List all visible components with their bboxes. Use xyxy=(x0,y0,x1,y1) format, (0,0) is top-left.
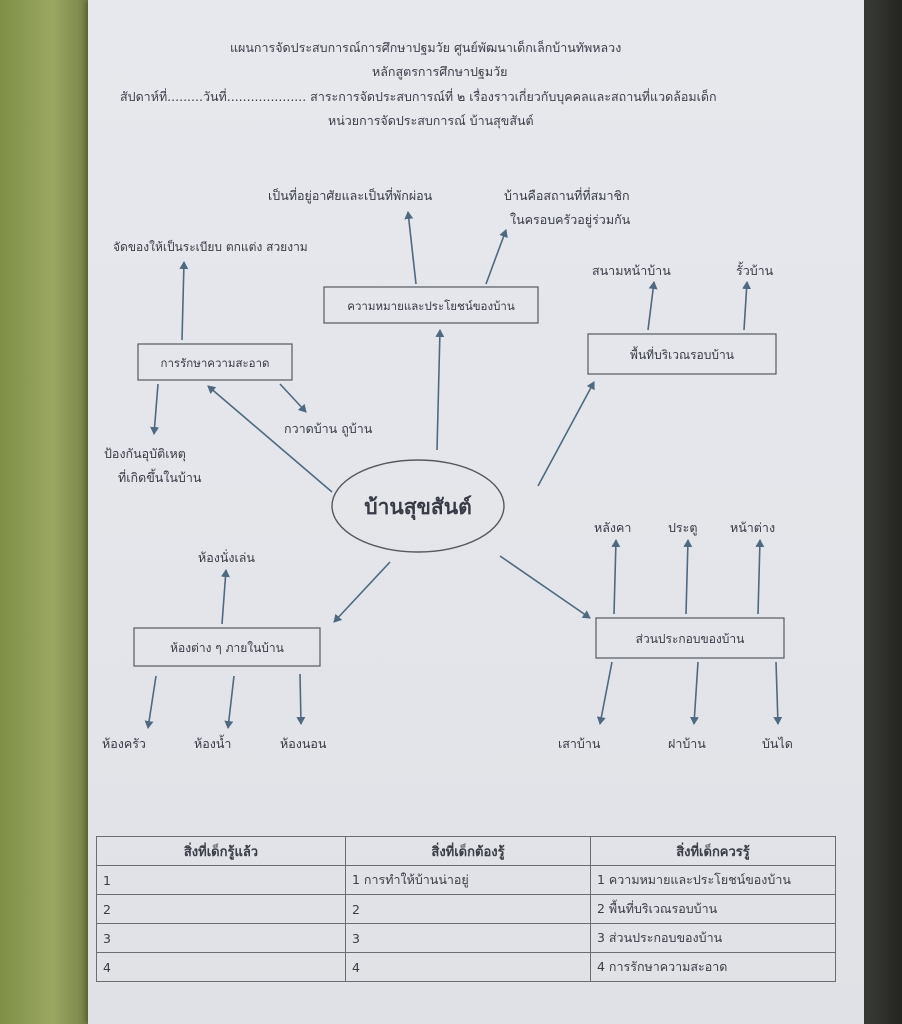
arrow-rooms-leaf-1 xyxy=(148,676,156,728)
table-cell: 4 xyxy=(97,953,346,982)
arrow-cleaning-bottom xyxy=(154,384,158,434)
arrow-meaning-leaf-2 xyxy=(486,230,506,284)
table-row xyxy=(97,924,836,953)
parts-top-3: หน้าต่าง xyxy=(730,520,776,535)
meaning-leaf-1: เป็นที่อยู่อาศัยและเป็นที่พักผ่อน xyxy=(268,188,433,203)
rooms-leaf-3: ห้องนอน xyxy=(280,736,327,751)
table-cell: 3 xyxy=(346,924,591,953)
arrow-rooms-leaf-2 xyxy=(228,676,234,728)
col-header-should-know: สิ่งที่เด็กควรรู้ xyxy=(591,837,836,866)
col-header-known: สิ่งที่เด็กรู้แล้ว xyxy=(97,837,346,866)
table-cell: 1 การทำให้บ้านน่าอยู่ xyxy=(346,866,591,895)
rooms-box-label: ห้องต่าง ๆ ภายในบ้าน xyxy=(170,641,284,655)
table-cell: 3 xyxy=(97,924,346,953)
rooms-leaf-2: ห้องน้ำ xyxy=(194,736,232,751)
table-cell: 1 ความหมายและประโยชน์ของบ้าน xyxy=(591,866,836,895)
table-cell: 4 การรักษาความสะอาด xyxy=(591,953,836,982)
table-header-row xyxy=(97,837,836,866)
arrow-parts-top-3 xyxy=(758,540,760,614)
rooms-leaf-top: ห้องนั่งเล่น xyxy=(198,550,255,565)
arrow-parts-bottom-1 xyxy=(600,662,612,724)
header-unit: หน่วยการจัดประสบการณ์ บ้านสุขสันต์ xyxy=(328,113,534,128)
header-week-topic: สัปดาห์ที่.........วันที่.................... สาระการจัดประสบการณ์ที่ ๒ เรื่องราวเกี่ยวกับบุคคลและสถานที่แวดล้อมเด็ก xyxy=(120,89,717,104)
arrow-center-to-area xyxy=(538,382,594,486)
cleaning-leaf-bottom-line1: ป้องกันอุบัติเหตุ xyxy=(104,446,186,461)
area-leaf-1: สนามหน้าบ้าน xyxy=(592,263,671,278)
arrow-center-to-cleaning xyxy=(208,386,332,492)
table-cell: 2 พื้นที่บริเวณรอบบ้าน xyxy=(591,895,836,924)
arrow-parts-bottom-3 xyxy=(776,662,778,724)
col-header-must-know: สิ่งที่เด็กต้องรู้ xyxy=(346,837,591,866)
center-label: บ้านสุขสันต์ xyxy=(364,495,472,519)
meaning-box-label: ความหมายและประโยชน์ของบ้าน xyxy=(347,299,515,313)
parts-top-1: หลังคา xyxy=(594,520,632,535)
table-cell: 1 xyxy=(97,866,346,895)
cleaning-leaf-right: กวาดบ้าน ถูบ้าน xyxy=(284,421,373,436)
cleaning-box-label: การรักษาความสะอาด xyxy=(160,356,270,370)
parts-bottom-1: เสาบ้าน xyxy=(558,736,601,751)
arrow-rooms-top xyxy=(222,570,226,624)
table-cell: 2 xyxy=(346,895,591,924)
arrow-parts-top-2 xyxy=(686,540,688,614)
arrow-cleaning-top xyxy=(182,262,184,340)
parts-bottom-3: บันได xyxy=(762,736,793,751)
arrow-center-to-parts xyxy=(500,556,590,618)
arrow-center-to-meaning xyxy=(437,330,440,450)
table-row xyxy=(97,866,836,895)
arrow-rooms-leaf-3 xyxy=(300,674,301,724)
meaning-leaf-2-line1: บ้านคือสถานที่ที่สมาชิก xyxy=(504,188,630,203)
parts-top-2: ประตู xyxy=(668,520,698,535)
arrow-area-leaf-1 xyxy=(648,282,654,330)
area-box-label: พื้นที่บริเวณรอบบ้าน xyxy=(630,348,734,362)
table-cell: 4 xyxy=(346,953,591,982)
cleaning-leaf-bottom-line2: ที่เกิดขึ้นในบ้าน xyxy=(118,470,202,485)
arrow-parts-bottom-2 xyxy=(694,662,698,724)
header-curriculum: หลักสูตรการศึกษาปฐมวัย xyxy=(372,64,508,79)
table-row xyxy=(97,895,836,924)
parts-box-label: ส่วนประกอบของบ้าน xyxy=(635,632,745,646)
meaning-leaf-2-line2: ในครอบครัวอยู่ร่วมกัน xyxy=(510,212,631,227)
rooms-leaf-1: ห้องครัว xyxy=(102,736,146,751)
area-leaf-2: รั้วบ้าน xyxy=(736,263,774,278)
table-cell: 2 xyxy=(97,895,346,924)
parts-bottom-2: ฝาบ้าน xyxy=(668,736,706,751)
header-title: แผนการจัดประสบการณ์การศึกษาปฐมวัย ศูนย์พัฒนาเด็กเล็กบ้านทัพหลวง xyxy=(230,40,622,55)
arrow-parts-top-1 xyxy=(614,540,616,614)
arrow-cleaning-right xyxy=(280,384,306,412)
arrow-area-leaf-2 xyxy=(744,282,747,330)
learning-table xyxy=(96,836,836,982)
table-cell: 3 ส่วนประกอบของบ้าน xyxy=(591,924,836,953)
arrow-meaning-leaf-1 xyxy=(408,212,416,284)
table-row xyxy=(97,953,836,982)
cleaning-leaf-top: จัดของให้เป็นระเบียบ ตกแต่ง สวยงาม xyxy=(113,240,308,254)
arrow-center-to-rooms xyxy=(334,562,390,622)
